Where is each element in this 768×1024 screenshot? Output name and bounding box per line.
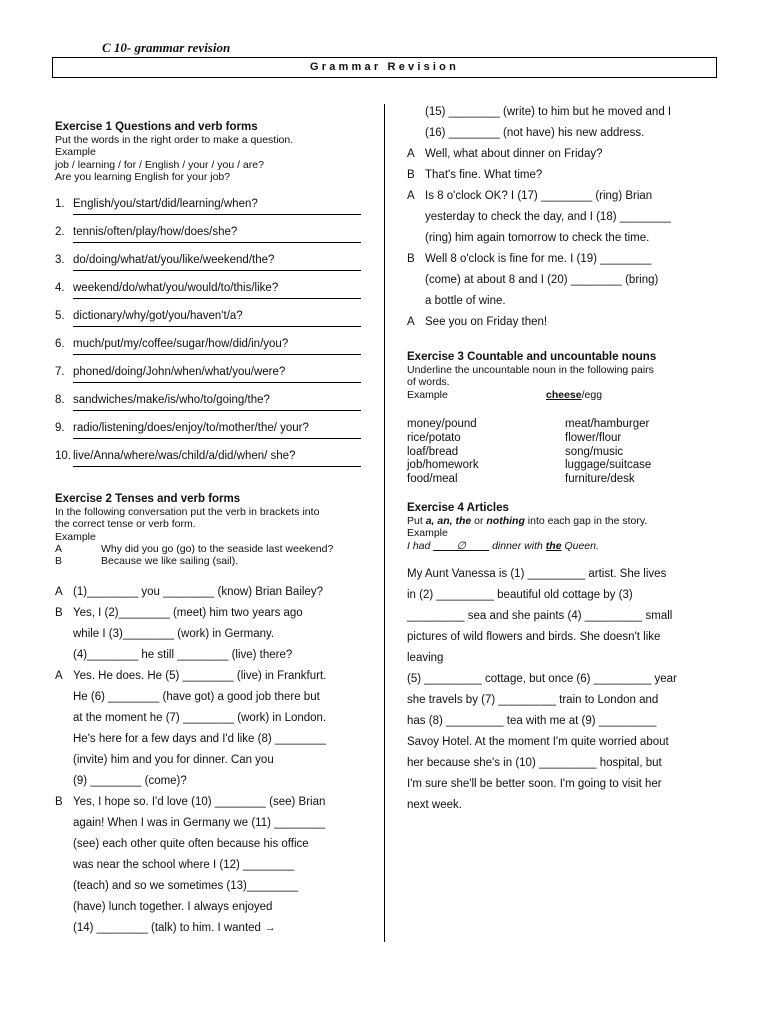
question-words: sandwiches/make/is/who/to/going/the? bbox=[73, 394, 270, 406]
dialogue-line bbox=[55, 771, 375, 792]
question-item bbox=[55, 366, 361, 383]
example-end: Queen. bbox=[561, 539, 599, 552]
example-label: Example bbox=[407, 527, 448, 540]
question-words: much/put/my/coffee/sugar/how/did/in/you? bbox=[73, 338, 289, 350]
question-number: 8. bbox=[55, 394, 65, 406]
dialogue-line bbox=[55, 603, 375, 624]
dialogue-line bbox=[55, 666, 375, 687]
story-line: her because she's in (10) _________ hospital, but bbox=[407, 757, 662, 769]
noun-pair: meat/hamburger bbox=[565, 418, 650, 430]
dialogue-line bbox=[55, 918, 375, 939]
dialogue-line bbox=[407, 102, 727, 123]
question-number: 3. bbox=[55, 254, 65, 266]
dialogue-text: He (6) ________ (have got) a good job there but bbox=[73, 691, 320, 703]
dialogue-text: Well, what about dinner on Friday? bbox=[425, 148, 603, 160]
question-words: do/doing/what/at/you/like/weekend/the? bbox=[73, 254, 275, 266]
exercise-1-instruction: Put the words in the right order to make a question. bbox=[55, 134, 294, 146]
dialogue-text: (invite) him and you for dinner. Can you bbox=[73, 754, 274, 766]
story-line: next week. bbox=[407, 799, 462, 811]
dialogue-line bbox=[407, 144, 727, 165]
speaker-label: B bbox=[407, 169, 415, 181]
dialogue-text: (9) ________ (come)? bbox=[73, 775, 187, 787]
question-item bbox=[55, 450, 361, 467]
dialogue-line bbox=[55, 708, 375, 729]
question-number: 5. bbox=[55, 310, 65, 322]
noun-pair: food/meal bbox=[407, 473, 458, 486]
story-line: in (2) _________ beautiful old cottage by (3) bbox=[407, 589, 633, 601]
column-divider bbox=[384, 104, 385, 942]
question-words: radio/listening/does/enjoy/to/mother/the/ your? bbox=[73, 422, 309, 434]
example-underlined-word: cheese bbox=[546, 388, 582, 401]
instr-nothing: nothing bbox=[486, 515, 525, 527]
dialogue-line bbox=[55, 582, 375, 603]
dialogue-line bbox=[407, 312, 727, 333]
answer-line bbox=[73, 434, 361, 439]
exercise-4-intro bbox=[407, 502, 727, 552]
question-number: 10. bbox=[55, 450, 71, 462]
example-label: Example bbox=[55, 146, 96, 159]
dialogue-line bbox=[55, 624, 375, 645]
speaker-label: B bbox=[55, 796, 63, 808]
dialogue-text: Yes, I (2)________ (meet) him two years ago bbox=[73, 607, 303, 619]
example-answer: Are you learning English for your job? bbox=[55, 170, 231, 183]
page-title: Grammar Revision bbox=[52, 57, 717, 78]
story-line: has (8) _________ tea with me at (9) _________ bbox=[407, 715, 657, 727]
dialogue-line bbox=[55, 750, 375, 771]
dialogue-line bbox=[407, 228, 727, 249]
question-words: English/you/start/did/learning/when? bbox=[73, 198, 258, 210]
question-item bbox=[55, 394, 361, 411]
speaker-label: A bbox=[407, 316, 415, 328]
exercise-1-intro bbox=[55, 121, 375, 183]
dialogue-line bbox=[55, 834, 375, 855]
instr-articles: a, an, the bbox=[425, 515, 472, 527]
dialogue-line bbox=[407, 165, 727, 186]
question-words: live/Anna/where/was/child/a/did/when/ she? bbox=[73, 450, 296, 462]
instr-rest: into each gap in the story. bbox=[524, 515, 648, 527]
noun-pairs-left bbox=[407, 418, 479, 487]
noun-pair: rice/potato bbox=[407, 431, 461, 444]
dialogue-text: at the moment he (7) ________ (work) in London. bbox=[73, 712, 327, 724]
dialogue-text: Yes, I hope so. I'd love (10) ________ (see) Brian bbox=[73, 796, 326, 808]
dialogue-text: See you on Friday then! bbox=[425, 316, 548, 328]
story-line: I'm sure she'll be better soon. I'm going to visit her bbox=[407, 778, 662, 790]
dialogue-line bbox=[407, 270, 727, 291]
dialogue-part-1 bbox=[55, 582, 375, 939]
story-line: leaving bbox=[407, 652, 444, 664]
instr-or: or bbox=[471, 515, 487, 527]
dialogue-line bbox=[55, 687, 375, 708]
story-line: Savoy Hotel. At the moment I'm quite worried about bbox=[407, 736, 669, 748]
instr-put: Put bbox=[407, 515, 426, 527]
example-other-word: /egg bbox=[581, 388, 603, 401]
dialogue-line bbox=[55, 645, 375, 666]
dialogue-text: (15) ________ (write) to him but he moved and I bbox=[425, 106, 672, 118]
dialogue-text: again! When I was in Germany we (11) ________ bbox=[73, 817, 326, 829]
noun-pair: song/music bbox=[565, 445, 624, 458]
story-line: (5) _________ cottage, but once (6) _________ year bbox=[407, 673, 677, 685]
question-item bbox=[55, 422, 361, 439]
answer-line bbox=[73, 406, 361, 411]
question-number: 1. bbox=[55, 198, 65, 210]
example-line-a bbox=[55, 543, 375, 555]
speaker-label: A bbox=[407, 190, 415, 202]
exercise-3-example bbox=[407, 389, 727, 401]
answer-line bbox=[73, 378, 361, 383]
dialogue-text: Well 8 o'clock is fine for me. I (19) ________ bbox=[425, 253, 652, 265]
dialogue-line bbox=[407, 291, 727, 312]
example-a-text: Why did you go (go) to the seaside last weekend? bbox=[101, 542, 334, 555]
answer-line bbox=[73, 350, 361, 355]
dialogue-text: (16) ________ (not have) his new address. bbox=[425, 127, 645, 139]
answer-line bbox=[73, 210, 361, 215]
question-item bbox=[55, 310, 361, 327]
exercise-4-example bbox=[407, 540, 727, 552]
example-b-text: Because we like sailing (sail). bbox=[101, 555, 239, 568]
example-had: I had bbox=[407, 539, 434, 552]
dialogue-text: That's fine. What time? bbox=[425, 169, 543, 181]
exercise-3-intro bbox=[407, 351, 727, 401]
exercise-4-heading: Exercise 4 Articles bbox=[407, 502, 509, 514]
dialogue-text: yesterday to check the day, and I (18) ________ bbox=[425, 211, 671, 223]
question-words: weekend/do/what/you/would/to/this/like? bbox=[73, 282, 279, 294]
question-words: phoned/doing/John/when/what/you/were? bbox=[73, 366, 286, 378]
dialogue-line bbox=[55, 897, 375, 918]
dialogue-text: (see) each other quite often because his office bbox=[73, 838, 309, 850]
speaker-label: A bbox=[55, 542, 63, 555]
dialogue-line bbox=[407, 123, 727, 144]
answer-line bbox=[73, 322, 361, 327]
story-line: My Aunt Vanessa is (1) _________ artist. She lives bbox=[407, 568, 667, 580]
speaker-label: B bbox=[407, 253, 415, 265]
story-line: _________ sea and she paints (4) _________ small bbox=[407, 610, 673, 622]
question-words: tennis/often/play/how/does/she? bbox=[73, 226, 238, 238]
dialogue-text: Yes. He does. He (5) ________ (live) in Frankfurt. bbox=[73, 670, 327, 682]
speaker-label: B bbox=[55, 555, 63, 568]
question-number: 4. bbox=[55, 282, 65, 294]
dialogue-text: (teach) and so we sometimes (13)________ bbox=[73, 880, 299, 892]
example-the: the bbox=[545, 539, 562, 552]
dialogue-line bbox=[407, 249, 727, 270]
articles-story bbox=[407, 564, 727, 816]
speaker-label: A bbox=[407, 148, 415, 160]
dialogue-text: (4)________ he still ________ (live) there? bbox=[73, 649, 293, 661]
dialogue-line bbox=[55, 855, 375, 876]
dialogue-text: (1)________ you ________ (know) Brian Bailey? bbox=[73, 586, 323, 598]
noun-pair: money/pound bbox=[407, 418, 477, 430]
example-label: Example bbox=[55, 530, 96, 543]
question-number: 2. bbox=[55, 226, 65, 238]
exercise-1-heading: Exercise 1 Questions and verb forms bbox=[55, 121, 258, 133]
dialogue-text: (14) ________ (talk) to him. I wanted → bbox=[73, 922, 276, 934]
dialogue-text: (come) at about 8 and I (20) ________ (bring) bbox=[425, 274, 659, 286]
question-item bbox=[55, 282, 361, 299]
story-line: she travels by (7) _________ train to London and bbox=[407, 694, 659, 706]
dialogue-text: a bottle of wine. bbox=[425, 295, 506, 307]
answer-line bbox=[73, 266, 361, 271]
speaker-label: A bbox=[55, 670, 63, 682]
answer-line bbox=[73, 294, 361, 299]
dialogue-line bbox=[407, 186, 727, 207]
noun-pair: furniture/desk bbox=[565, 473, 635, 486]
dialogue-text: (ring) him again tomorrow to check the time. bbox=[425, 232, 650, 244]
noun-pair: luggage/suitcase bbox=[565, 459, 652, 472]
question-item bbox=[55, 198, 361, 215]
example-line-b bbox=[55, 555, 375, 567]
dialogue-text: was near the school where I (12) ________ bbox=[73, 859, 295, 871]
example-mid: dinner with bbox=[489, 539, 546, 552]
dialogue-text: while I (3)________ (work) in Germany. bbox=[73, 628, 275, 640]
question-words: dictionary/why/got/you/haven't/a? bbox=[73, 310, 243, 322]
noun-pair: flower/flour bbox=[565, 431, 622, 444]
answer-line bbox=[73, 462, 361, 467]
dialogue-line bbox=[407, 207, 727, 228]
exercise-2-heading: Exercise 2 Tenses and verb forms bbox=[55, 493, 241, 505]
exercise-3-instruction-2: of words. bbox=[407, 376, 450, 389]
question-item bbox=[55, 226, 361, 243]
dialogue-text: (have) lunch together. I always enjoyed bbox=[73, 901, 273, 913]
question-number: 6. bbox=[55, 338, 65, 350]
speaker-label: A bbox=[55, 586, 63, 598]
dialogue-text: He's here for a few days and I'd like (8) ________ bbox=[73, 733, 327, 745]
dialogue-line bbox=[55, 813, 375, 834]
exercise-2-instruction-1: In the following conversation put the verb in brackets into bbox=[55, 506, 320, 518]
question-number: 7. bbox=[55, 366, 65, 378]
example-pair bbox=[546, 389, 602, 401]
exercise-4-instruction bbox=[407, 515, 727, 527]
example-words: job / learning / for / English / your / you / are? bbox=[55, 158, 264, 171]
dialogue-line bbox=[55, 876, 375, 897]
dialogue-line bbox=[55, 792, 375, 813]
speaker-label: B bbox=[55, 607, 63, 619]
dialogue-text: Is 8 o'clock OK? I (17) ________ (ring) Brian bbox=[425, 190, 653, 202]
dialogue-part-2 bbox=[407, 102, 727, 333]
exercise-2-intro bbox=[55, 493, 375, 567]
noun-pair: loaf/bread bbox=[407, 445, 459, 458]
course-header: C 10- grammar revision bbox=[102, 40, 231, 55]
noun-pair: job/homework bbox=[407, 459, 479, 472]
example-gap: ____∅____ bbox=[433, 539, 490, 552]
answer-line bbox=[73, 238, 361, 243]
exercise-2-instruction-2: the correct tense or verb form. bbox=[55, 518, 196, 531]
question-item bbox=[55, 338, 361, 355]
question-number: 9. bbox=[55, 422, 65, 434]
example-label: Example bbox=[407, 388, 448, 401]
noun-pairs-right bbox=[565, 418, 651, 487]
story-line: pictures of wild flowers and birds. She doesn't like bbox=[407, 631, 661, 643]
exercise-3-heading: Exercise 3 Countable and uncountable nouns bbox=[407, 351, 657, 363]
dialogue-line bbox=[55, 729, 375, 750]
question-item bbox=[55, 254, 361, 271]
exercise-3-instruction-1: Underline the uncountable noun in the following pairs bbox=[407, 364, 654, 376]
